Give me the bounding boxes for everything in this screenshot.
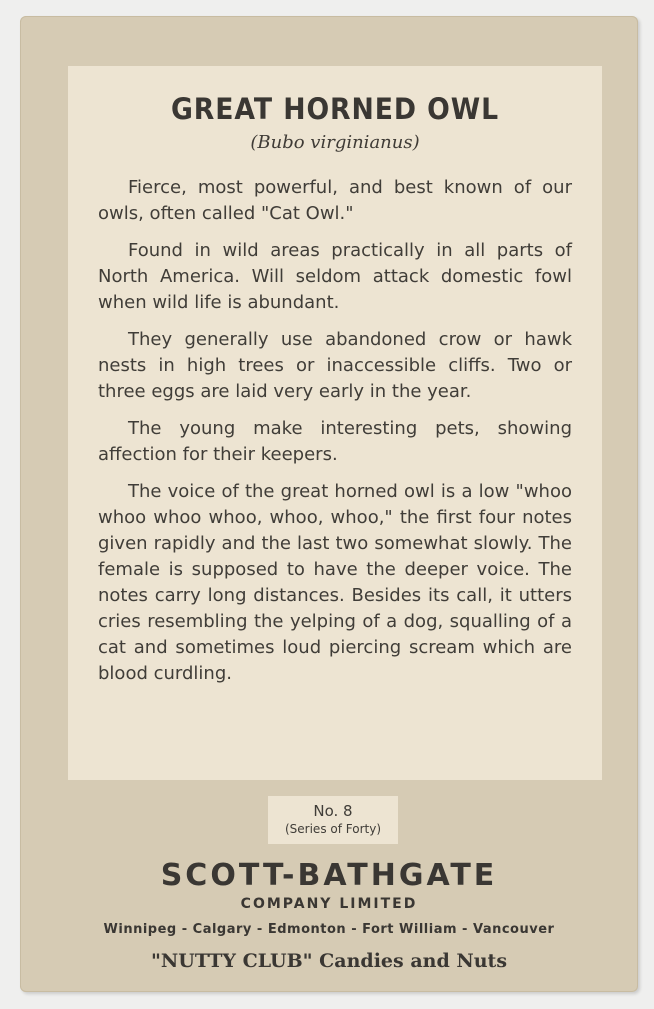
paragraph: The young make interesting pets, showing affection for their keepers. xyxy=(98,418,572,465)
company-name: SCOTT-BATHGATE xyxy=(160,858,498,893)
description-text xyxy=(98,175,572,698)
paragraph: They generally use abandoned crow or hawk nests in high trees or inaccessible cliffs. Two or three eggs are laid very early in the year. xyxy=(98,329,572,402)
card-number: No. 8 xyxy=(313,802,353,820)
paragraph: Fierce, most powerful, and best known of our owls, often called "Cat Owl." xyxy=(98,177,572,224)
company-subtitle: COMPANY LIMITED xyxy=(240,896,418,912)
latin-name: (Bubo virginianus) xyxy=(250,132,420,153)
paragraph: Found in wild areas practically in all parts of North America. Will seldom attack domestic fowl when wild life is abundant. xyxy=(98,240,572,313)
tagline: "NUTTY CLUB" Candies and Nuts xyxy=(150,950,508,972)
card-number-box xyxy=(268,796,398,844)
cities-list: Winnipeg - Calgary - Edmonton - Fort William - Vancouver xyxy=(103,922,555,937)
series-label: (Series of Forty) xyxy=(284,822,382,836)
card-title: GREAT HORNED OWL xyxy=(170,92,500,126)
paragraph: The voice of the great horned owl is a low "whoo whoo whoo whoo, whoo, whoo," the first four notes given rapidly and the last two somewhat slowly. The female is supposed to have the deeper voice. The notes carry long distances. Besides its call, it utters cries resembling the yelping of a dog, squalling of a cat and sometimes loud piercing scream which are blood curdling. xyxy=(98,481,572,684)
trading-card xyxy=(20,16,638,992)
description-panel xyxy=(68,66,602,780)
